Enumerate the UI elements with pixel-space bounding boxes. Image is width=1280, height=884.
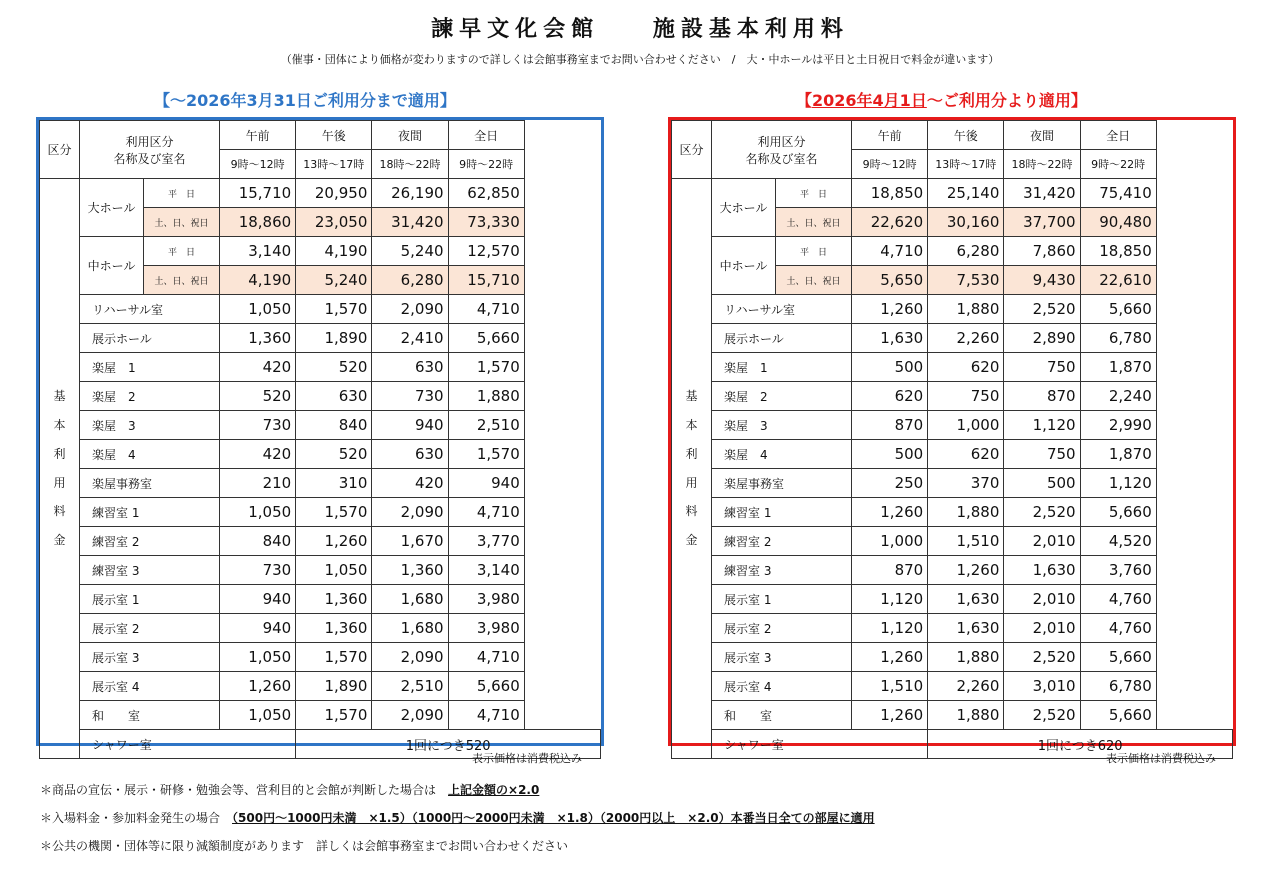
fee-cell: 1,510 (928, 527, 1004, 556)
fee-cell: 4,760 (1080, 585, 1156, 614)
fee-cell: 1,050 (220, 498, 296, 527)
fee-cell: 520 (220, 382, 296, 411)
fee-cell: 37,700 (1004, 208, 1080, 237)
fee-cell: 2,260 (928, 672, 1004, 701)
fee-cell: 4,710 (448, 701, 524, 730)
fee-cell: 1,680 (372, 614, 448, 643)
fee-cell: 90,480 (1080, 208, 1156, 237)
fee-table (671, 120, 1233, 759)
header-col: 午前 (220, 121, 296, 150)
fee-cell: 750 (928, 382, 1004, 411)
fee-cell: 940 (448, 469, 524, 498)
new-period-label: 【2026年4月1日～ご利用分より適用】 (796, 91, 1087, 110)
header-time: 9時～22時 (1080, 150, 1156, 179)
room-label: 楽屋 4 (712, 440, 852, 469)
fee-cell: 1,000 (928, 411, 1004, 440)
hall-mid-label: 中ホール (80, 237, 144, 295)
header-col: 夜間 (372, 121, 448, 150)
room-label: 展示室 1 (80, 585, 220, 614)
fee-cell: 630 (372, 353, 448, 382)
room-label: 練習室 2 (80, 527, 220, 556)
room-row (672, 353, 1233, 382)
category-label: 基 本 利 用 料 金 (672, 179, 712, 759)
fee-cell: 4,710 (852, 237, 928, 266)
fee-cell: 22,620 (852, 208, 928, 237)
fee-cell: 1,260 (852, 498, 928, 527)
room-row (672, 585, 1233, 614)
room-label: 楽屋事務室 (80, 469, 220, 498)
header-time: 18時～22時 (372, 150, 448, 179)
fee-cell: 23,050 (296, 208, 372, 237)
fee-cell: 7,860 (1004, 237, 1080, 266)
room-label: 楽屋 3 (712, 411, 852, 440)
room-row (672, 440, 1233, 469)
fee-cell: 1,050 (220, 643, 296, 672)
fee-cell: 4,520 (1080, 527, 1156, 556)
fee-cell: 3,010 (1004, 672, 1080, 701)
room-row (40, 556, 601, 585)
room-label: 楽屋 3 (80, 411, 220, 440)
fee-cell: 500 (852, 353, 928, 382)
room-row (40, 469, 601, 498)
fee-cell: 1,870 (1080, 353, 1156, 382)
fee-cell: 15,710 (448, 266, 524, 295)
room-row (40, 411, 601, 440)
room-row (672, 295, 1233, 324)
fee-cell: 1,360 (296, 614, 372, 643)
room-label: 展示ホール (712, 324, 852, 353)
room-label: 展示室 3 (712, 643, 852, 672)
fee-cell: 840 (220, 527, 296, 556)
fee-cell: 1,890 (296, 324, 372, 353)
room-row (40, 527, 601, 556)
room-row (40, 585, 601, 614)
header-usage: 利用区分 名称及び室名 (712, 121, 852, 179)
fee-cell: 1,360 (220, 324, 296, 353)
category-label: 基 本 利 用 料 金 (40, 179, 80, 759)
header-col: 午後 (928, 121, 1004, 150)
old-tax-note: 表示価格は消費税込み (472, 752, 582, 765)
page-title (0, 12, 1280, 43)
fee-cell: 1,630 (928, 614, 1004, 643)
fee-cell: 5,660 (1080, 295, 1156, 324)
fee-cell: 730 (220, 411, 296, 440)
fee-cell: 2,520 (1004, 295, 1080, 324)
room-label: 展示室 4 (712, 672, 852, 701)
fee-cell: 1,360 (372, 556, 448, 585)
day-type: 平 日 (144, 179, 220, 208)
room-row (672, 527, 1233, 556)
fee-cell: 310 (296, 469, 372, 498)
shower-label: シャワー室 (712, 730, 928, 759)
fee-cell: 210 (220, 469, 296, 498)
fee-cell: 20,950 (296, 179, 372, 208)
fee-cell: 5,660 (1080, 498, 1156, 527)
hall-mid-row (40, 237, 601, 266)
fee-cell: 1,260 (296, 527, 372, 556)
fee-cell: 1,880 (928, 295, 1004, 324)
fee-cell: 1,880 (448, 382, 524, 411)
fee-cell: 2,010 (1004, 585, 1080, 614)
fee-cell: 3,980 (448, 585, 524, 614)
fee-cell: 2,410 (372, 324, 448, 353)
day-type: 土、日、祝日 (144, 208, 220, 237)
fee-cell: 31,420 (372, 208, 448, 237)
old-fee-table-frame (36, 117, 604, 754)
fee-cell: 18,860 (220, 208, 296, 237)
fee-cell: 4,760 (1080, 614, 1156, 643)
fee-cell: 1,000 (852, 527, 928, 556)
fee-cell: 250 (852, 469, 928, 498)
fee-cell: 3,980 (448, 614, 524, 643)
fee-cell: 25,140 (928, 179, 1004, 208)
header-col: 全日 (1080, 121, 1156, 150)
fee-cell: 12,570 (448, 237, 524, 266)
fee-cell: 1,870 (1080, 440, 1156, 469)
fee-cell: 6,780 (1080, 672, 1156, 701)
fee-cell: 3,140 (448, 556, 524, 585)
hall-big-row (672, 179, 1233, 208)
fee-cell: 5,660 (1080, 701, 1156, 730)
fee-cell: 2,010 (1004, 614, 1080, 643)
room-row (40, 440, 601, 469)
fee-cell: 5,660 (448, 672, 524, 701)
fee-cell: 4,710 (448, 498, 524, 527)
fee-cell: 1,120 (852, 585, 928, 614)
fee-cell: 5,660 (1080, 643, 1156, 672)
hall-mid-row (672, 237, 1233, 266)
room-label: 楽屋事務室 (712, 469, 852, 498)
fee-cell: 1,880 (928, 701, 1004, 730)
fee-cell: 1,050 (296, 556, 372, 585)
fee-cell: 1,670 (372, 527, 448, 556)
footnote-discount: ＊公共の機関・団体等に限り減額制度があります 詳しくは会館事務室までお問い合わせください (40, 839, 569, 853)
fee-cell: 1,570 (448, 353, 524, 382)
fee-cell: 1,570 (448, 440, 524, 469)
fee-cell: 4,190 (296, 237, 372, 266)
hall-mid-label: 中ホール (712, 237, 776, 295)
fee-cell: 2,260 (928, 324, 1004, 353)
room-label: 練習室 1 (80, 498, 220, 527)
header-time: 13時～17時 (928, 150, 1004, 179)
fee-cell: 3,760 (1080, 556, 1156, 585)
room-label: 練習室 2 (712, 527, 852, 556)
room-row (672, 469, 1233, 498)
fee-cell: 1,260 (852, 701, 928, 730)
header-kubun: 区分 (40, 121, 80, 179)
fee-cell: 630 (296, 382, 372, 411)
fee-cell: 9,430 (1004, 266, 1080, 295)
fee-cell: 1,260 (852, 295, 928, 324)
shower-label: シャワー室 (80, 730, 296, 759)
fee-cell: 1,570 (296, 701, 372, 730)
hall-big-label: 大ホール (712, 179, 776, 237)
page-subtitle: （催事・団体により価格が変わりますので詳しくは会館事務室までお問い合わせください / 大・中ホールは平日と土日祝日で料金が違います） (280, 53, 1000, 66)
fee-cell: 870 (852, 556, 928, 585)
room-label: 展示室 2 (712, 614, 852, 643)
fee-cell: 1,260 (220, 672, 296, 701)
room-label: 展示室 1 (712, 585, 852, 614)
room-label: 和 室 (80, 701, 220, 730)
room-row (40, 614, 601, 643)
room-label: 練習室 1 (712, 498, 852, 527)
footnote-admission: ＊入場料金・参加料金発生の場合 （500円～1000円未満 ×1.5）（1000円～2000円未満 ×1.8）（2000円以上 ×2.0）本番当日全ての部屋に適用 (40, 811, 875, 825)
fee-cell: 4,710 (448, 643, 524, 672)
shower-fee: 1回につき520 (296, 730, 601, 759)
day-type: 平 日 (776, 179, 852, 208)
fee-cell: 75,410 (1080, 179, 1156, 208)
room-row (40, 701, 601, 730)
room-row (672, 324, 1233, 353)
fee-cell: 940 (220, 614, 296, 643)
header-kubun: 区分 (672, 121, 712, 179)
fee-cell: 4,710 (448, 295, 524, 324)
hall-big-label: 大ホール (80, 179, 144, 237)
fee-cell: 2,510 (372, 672, 448, 701)
fee-cell: 750 (1004, 440, 1080, 469)
fee-cell: 840 (296, 411, 372, 440)
room-row (672, 701, 1233, 730)
fee-table (39, 120, 601, 759)
fee-cell: 2,090 (372, 701, 448, 730)
fee-cell: 750 (1004, 353, 1080, 382)
fee-cell: 940 (372, 411, 448, 440)
room-label: 展示室 4 (80, 672, 220, 701)
fee-cell: 730 (372, 382, 448, 411)
fee-cell: 2,520 (1004, 498, 1080, 527)
fee-cell: 6,780 (1080, 324, 1156, 353)
header-time: 9時～12時 (220, 150, 296, 179)
fee-cell: 1,050 (220, 701, 296, 730)
fee-cell: 500 (1004, 469, 1080, 498)
fee-cell: 2,520 (1004, 701, 1080, 730)
fee-cell: 26,190 (372, 179, 448, 208)
fee-cell: 2,010 (1004, 527, 1080, 556)
header-usage: 利用区分 名称及び室名 (80, 121, 220, 179)
room-label: 展示室 2 (80, 614, 220, 643)
fee-cell: 5,660 (448, 324, 524, 353)
fee-cell: 1,880 (928, 498, 1004, 527)
fee-cell: 1,570 (296, 643, 372, 672)
fee-cell: 1,890 (296, 672, 372, 701)
room-label: 楽屋 1 (80, 353, 220, 382)
fee-cell: 520 (296, 440, 372, 469)
fee-cell: 420 (372, 469, 448, 498)
fee-cell: 1,680 (372, 585, 448, 614)
room-label: リハーサル室 (80, 295, 220, 324)
header-time: 18時～22時 (1004, 150, 1080, 179)
header-col: 午後 (296, 121, 372, 150)
header-time: 9時～22時 (448, 150, 524, 179)
title-main: 諫早文化会館 (431, 17, 600, 42)
fee-cell: 5,650 (852, 266, 928, 295)
fee-cell: 1,570 (296, 295, 372, 324)
room-label: 楽屋 1 (712, 353, 852, 382)
fee-cell: 2,090 (372, 295, 448, 324)
day-type: 土、日、祝日 (776, 208, 852, 237)
fee-cell: 2,090 (372, 498, 448, 527)
old-period-label: 【～2026年3月31日ご利用分まで適用】 (154, 91, 456, 110)
room-row (672, 672, 1233, 701)
fee-cell: 1,880 (928, 643, 1004, 672)
room-row (40, 295, 601, 324)
fee-cell: 3,140 (220, 237, 296, 266)
fee-cell: 1,360 (296, 585, 372, 614)
fee-cell: 6,280 (928, 237, 1004, 266)
footnote-commercial: ＊商品の宣伝・展示・研修・勉強会等、営利目的と会館が判断した場合は 上記金額の×2.0 (40, 783, 540, 797)
fee-cell: 1,050 (220, 295, 296, 324)
room-row (40, 324, 601, 353)
room-row (40, 672, 601, 701)
shower-fee: 1回につき620 (928, 730, 1233, 759)
fee-cell: 2,090 (372, 643, 448, 672)
fee-cell: 2,240 (1080, 382, 1156, 411)
room-label: 和 室 (712, 701, 852, 730)
fee-cell: 5,240 (372, 237, 448, 266)
room-label: 楽屋 2 (712, 382, 852, 411)
fee-cell: 1,260 (928, 556, 1004, 585)
fee-cell: 420 (220, 440, 296, 469)
room-row (40, 643, 601, 672)
fee-cell: 31,420 (1004, 179, 1080, 208)
fee-cell: 620 (928, 353, 1004, 382)
header-col: 夜間 (1004, 121, 1080, 150)
fee-cell: 420 (220, 353, 296, 382)
day-type: 土、日、祝日 (776, 266, 852, 295)
room-label: 練習室 3 (80, 556, 220, 585)
fee-cell: 520 (296, 353, 372, 382)
fee-cell: 940 (220, 585, 296, 614)
fee-cell: 5,240 (296, 266, 372, 295)
day-type: 土、日、祝日 (144, 266, 220, 295)
room-row (40, 382, 601, 411)
fee-cell: 630 (372, 440, 448, 469)
fee-cell: 1,630 (1004, 556, 1080, 585)
fee-cell: 62,850 (448, 179, 524, 208)
header-col: 午前 (852, 121, 928, 150)
fee-cell: 2,890 (1004, 324, 1080, 353)
room-row (40, 498, 601, 527)
room-row (672, 556, 1233, 585)
fee-cell: 3,770 (448, 527, 524, 556)
fee-cell: 1,120 (852, 614, 928, 643)
room-row (672, 498, 1233, 527)
fee-cell: 15,710 (220, 179, 296, 208)
fee-cell: 370 (928, 469, 1004, 498)
fee-cell: 2,990 (1080, 411, 1156, 440)
room-label: 展示ホール (80, 324, 220, 353)
fee-cell: 22,610 (1080, 266, 1156, 295)
fee-cell: 730 (220, 556, 296, 585)
room-label: 楽屋 2 (80, 382, 220, 411)
room-row (672, 643, 1233, 672)
header-time: 9時～12時 (852, 150, 928, 179)
fee-cell: 1,630 (852, 324, 928, 353)
title-sub: 施設基本利用料 (652, 17, 849, 42)
day-type: 平 日 (776, 237, 852, 266)
room-label: リハーサル室 (712, 295, 852, 324)
fee-cell: 6,280 (372, 266, 448, 295)
room-row (672, 382, 1233, 411)
fee-cell: 1,260 (852, 643, 928, 672)
fee-cell: 30,160 (928, 208, 1004, 237)
fee-cell: 4,190 (220, 266, 296, 295)
fee-cell: 2,510 (448, 411, 524, 440)
room-row (40, 353, 601, 382)
fee-cell: 18,850 (852, 179, 928, 208)
fee-cell: 1,510 (852, 672, 928, 701)
header-time: 13時～17時 (296, 150, 372, 179)
hall-big-row (40, 179, 601, 208)
header-col: 全日 (448, 121, 524, 150)
fee-cell: 1,570 (296, 498, 372, 527)
room-label: 展示室 3 (80, 643, 220, 672)
new-fee-table-frame (668, 117, 1236, 754)
fee-cell: 620 (852, 382, 928, 411)
fee-cell: 870 (1004, 382, 1080, 411)
room-label: 練習室 3 (712, 556, 852, 585)
fee-cell: 870 (852, 411, 928, 440)
fee-cell: 620 (928, 440, 1004, 469)
new-tax-note: 表示価格は消費税込み (1106, 752, 1216, 765)
day-type: 平 日 (144, 237, 220, 266)
fee-cell: 73,330 (448, 208, 524, 237)
fee-cell: 1,120 (1004, 411, 1080, 440)
fee-cell: 7,530 (928, 266, 1004, 295)
room-label: 楽屋 4 (80, 440, 220, 469)
fee-cell: 1,120 (1080, 469, 1156, 498)
room-row (672, 411, 1233, 440)
fee-cell: 18,850 (1080, 237, 1156, 266)
room-row (672, 614, 1233, 643)
fee-cell: 500 (852, 440, 928, 469)
fee-cell: 2,520 (1004, 643, 1080, 672)
fee-cell: 1,630 (928, 585, 1004, 614)
